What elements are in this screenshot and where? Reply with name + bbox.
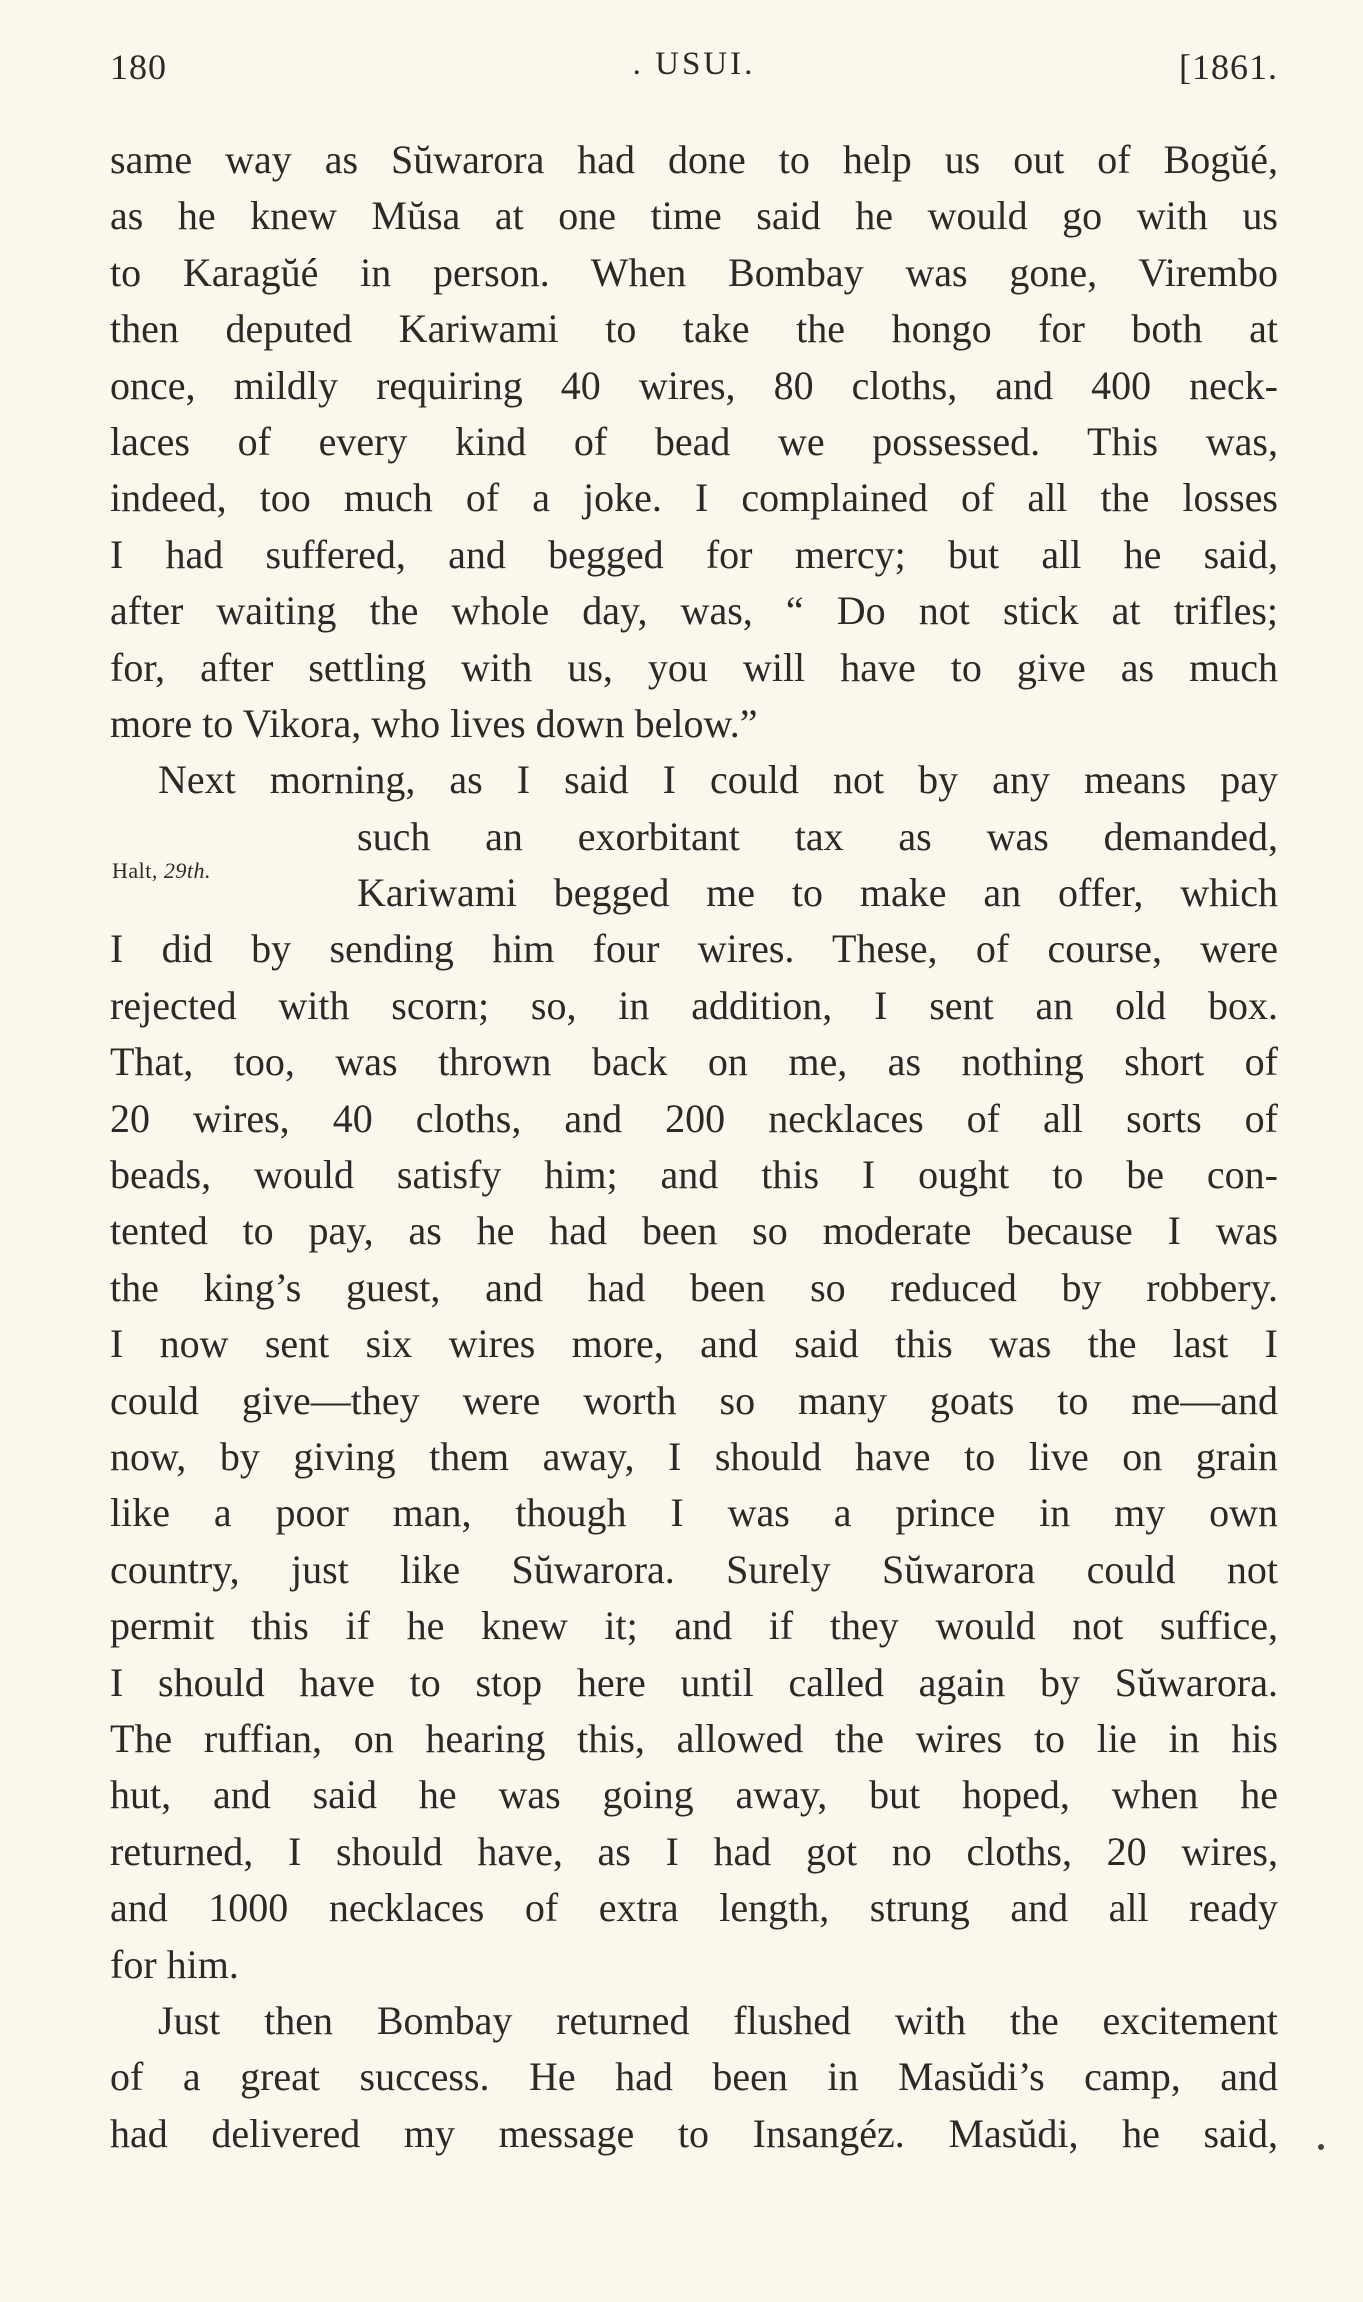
page-number: 180 — [110, 47, 167, 87]
text-line: tented to pay, as he had been so moderate because I was — [110, 1208, 1278, 1254]
running-header — [110, 46, 1278, 96]
body-text — [110, 132, 1278, 2162]
text-line: I had suffered, and begged for mercy; but all he said, — [110, 531, 1278, 577]
text-line: 20 wires, 40 cloths, and 200 necklaces of all sorts of — [110, 1095, 1278, 1141]
text-line: rejected with scorn; so, in addition, I sent an old box. — [110, 982, 1278, 1028]
text-line: to Karagŭé in person. When Bombay was gone, Virembo — [110, 249, 1278, 295]
text-line: for him. — [110, 1941, 239, 1987]
text-line: permit this if he knew it; and if they would not suffice, — [110, 1603, 1278, 1649]
text-line: for, after settling with us, you will have to give as much — [110, 644, 1278, 690]
text-line: could give—they were worth so many goats to me—and — [110, 1377, 1278, 1423]
text-line: I did by sending him four wires. These, of course, were — [110, 926, 1278, 972]
text-line: I should have to stop here until called again by Sŭwarora. — [110, 1659, 1278, 1705]
text-line: as he knew Mŭsa at one time said he would go with us — [110, 193, 1278, 239]
text-line: the king’s guest, and had been so reduced by robbery. — [110, 1264, 1278, 1310]
text-line: then deputed Kariwami to take the hongo for both at — [110, 306, 1278, 352]
text-line: same way as Sŭwarora had done to help us out of Bogŭé, — [110, 137, 1278, 182]
text-line: after waiting the whole day, was, “ Do not stick at trifles; — [110, 588, 1278, 634]
text-line: The ruffian, on hearing this, allowed the wires to lie in his — [110, 1715, 1278, 1761]
text-line: like a poor man, though I was a prince in my own — [110, 1490, 1278, 1536]
text-line: beads, would satisfy him; and this I ought to be con- — [110, 1152, 1278, 1198]
text-line: hut, and said he was going away, but hoped, when he — [110, 1772, 1278, 1818]
text-line: and 1000 necklaces of extra length, strung and all ready — [110, 1885, 1278, 1931]
text-line: indeed, too much of a joke. I complained of all the losses — [110, 475, 1278, 521]
text-line: country, just like Sŭwarora. Surely Sŭwarora could not — [110, 1546, 1278, 1592]
ink-speck — [1318, 2144, 1324, 2150]
text-line: more to Vikora, who lives down below.” — [110, 700, 758, 746]
text-line: That, too, was thrown back on me, as nothing short of — [110, 1039, 1278, 1085]
margin-note-date: 29th. — [163, 858, 212, 883]
text-line: such an exorbitant tax as was demanded, — [357, 813, 1278, 859]
header-year: [1861. — [1179, 47, 1278, 87]
text-line: I now sent six wires more, and said this was the last I — [110, 1321, 1278, 1367]
text-line: returned, I should have, as I had got no cloths, 20 wires, — [110, 1828, 1278, 1874]
text-line: Just then Bombay returned flushed with the excitement — [158, 1997, 1278, 2043]
text-line: laces of every kind of bead we possessed. This was, — [110, 418, 1278, 464]
text-line: once, mildly requiring 40 wires, 80 cloths, and 400 neck- — [110, 362, 1278, 408]
running-title: . USUI. — [632, 46, 756, 82]
text-line: Next morning, as I said I could not by any means pay — [158, 757, 1278, 803]
text-line: now, by giving them away, I should have to live on grain — [110, 1433, 1278, 1479]
text-line: Kariwami begged me to make an offer, which — [357, 870, 1278, 916]
margin-note-label: Halt, — [112, 858, 164, 883]
text-line: had delivered my message to Insangéz. Masŭdi, he said, — [110, 2110, 1278, 2156]
text-line: of a great success. He had been in Masŭdi’s camp, and — [110, 2054, 1278, 2100]
